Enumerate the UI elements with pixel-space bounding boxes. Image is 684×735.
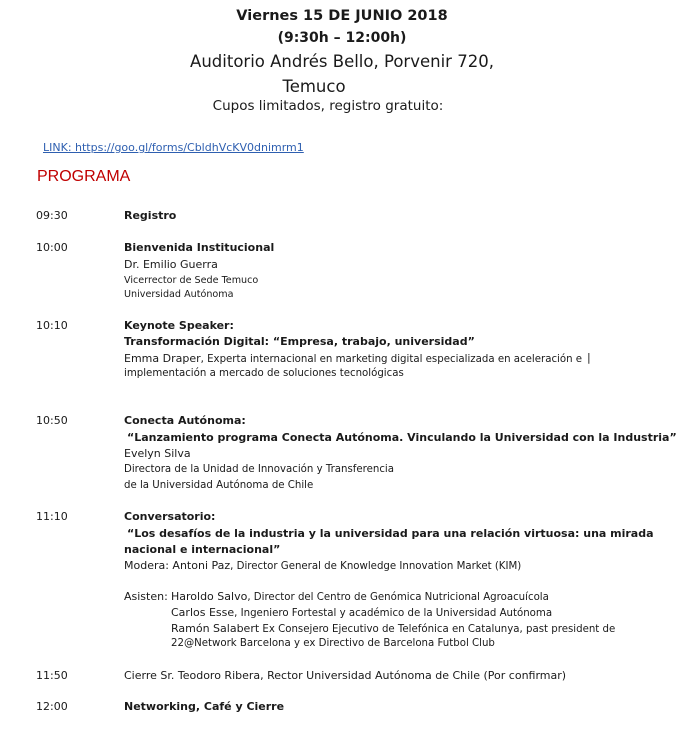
speaker-role: Vicerrector de Sede Temuco xyxy=(124,275,259,286)
moderator-name: Modera: Antoni Paz xyxy=(124,559,231,572)
item-subtitle: “Lanzamiento programa Conecta Autónoma. Vinculando la Universidad con la Industria” xyxy=(127,431,677,444)
item-title: Bienvenida Institucional xyxy=(124,241,275,254)
speaker-institution: Universidad Autónoma xyxy=(124,289,234,300)
panelist-1 xyxy=(171,590,549,603)
item-subtitle: “Los desafíos de la industria y la universidad para una relación virtuosa: una mirada xyxy=(127,527,654,540)
item-time: 09:30 xyxy=(36,209,68,222)
item-time: 10:00 xyxy=(36,241,68,254)
item-time: 12:00 xyxy=(36,700,68,713)
panelist-role: Ex Consejero Ejecutivo de Telefónica en Catalunya, past president de xyxy=(259,624,616,635)
speaker-line xyxy=(124,352,582,365)
event-seats: Cupos limitados, registro gratuito: xyxy=(212,98,444,114)
programa-heading: PROGRAMA xyxy=(37,168,131,185)
speaker-name: Evelyn Silva xyxy=(124,447,191,460)
item-title: Conversatorio: xyxy=(124,510,216,523)
speaker-description: , Experta internacional en marketing digital especializada en aceleración e xyxy=(200,354,583,365)
item-time: 10:50 xyxy=(36,414,68,427)
speaker-description-cont: implementación a mercado de soluciones tecnológicas xyxy=(124,368,404,379)
item-title: Registro xyxy=(124,209,177,222)
speaker-name: Emma Draper xyxy=(124,352,201,365)
item-time: 11:50 xyxy=(36,669,68,682)
panelist-2 xyxy=(171,606,552,619)
item-title: Keynote Speaker: xyxy=(124,319,234,332)
event-date: Viernes 15 DE JUNIO 2018 xyxy=(236,8,448,24)
panelist-name: Carlos Esse xyxy=(171,606,235,619)
event-time: (9:30h – 12:00h) xyxy=(277,30,407,46)
event-venue: Auditorio Andrés Bello, Porvenir 720, xyxy=(190,52,494,71)
panelist-role: , Director del Centro de Genómica Nutricional Agroacuícola xyxy=(247,592,549,603)
panelist-3-role-cont: 22@Network Barcelona y ex Directivo de Barcelona Futbol Club xyxy=(171,638,495,649)
panelist-3 xyxy=(171,622,615,635)
text-cursor-bar: | xyxy=(587,351,591,364)
item-time: 10:10 xyxy=(36,319,68,332)
item-title: Networking, Café y Cierre xyxy=(124,700,285,713)
item-time: 11:10 xyxy=(36,510,68,523)
moderator-line xyxy=(124,559,521,572)
item-subtitle-cont: nacional e internacional” xyxy=(124,543,281,556)
asisten-label: Asisten: xyxy=(124,590,168,603)
panelist-name: Ramón Salabert xyxy=(171,622,260,635)
event-city: Temuco xyxy=(282,77,346,96)
item-text: Cierre Sr. Teodoro Ribera, Rector Universidad Autónoma de Chile (Por confirmar) xyxy=(124,669,567,682)
speaker-name: Dr. Emilio Guerra xyxy=(124,258,218,271)
panelist-role: , Ingeniero Fortestal y académico de la Universidad Autónoma xyxy=(234,608,553,619)
moderator-role: , Director General de Knowledge Innovation Market (KIM) xyxy=(230,561,522,572)
speaker-institution: de la Universidad Autónoma de Chile xyxy=(124,480,314,491)
registration-link[interactable]: LINK: https://goo.gl/forms/CbldhVcKV0dnimrm1 xyxy=(43,141,304,154)
item-title: Conecta Autónoma: xyxy=(124,414,246,427)
panelist-name: Haroldo Salvo xyxy=(171,590,248,603)
item-subtitle: Transformación Digital: “Empresa, trabajo, universidad” xyxy=(124,335,475,348)
speaker-role: Directora de la Unidad de Innovación y Transferencia xyxy=(124,464,395,475)
